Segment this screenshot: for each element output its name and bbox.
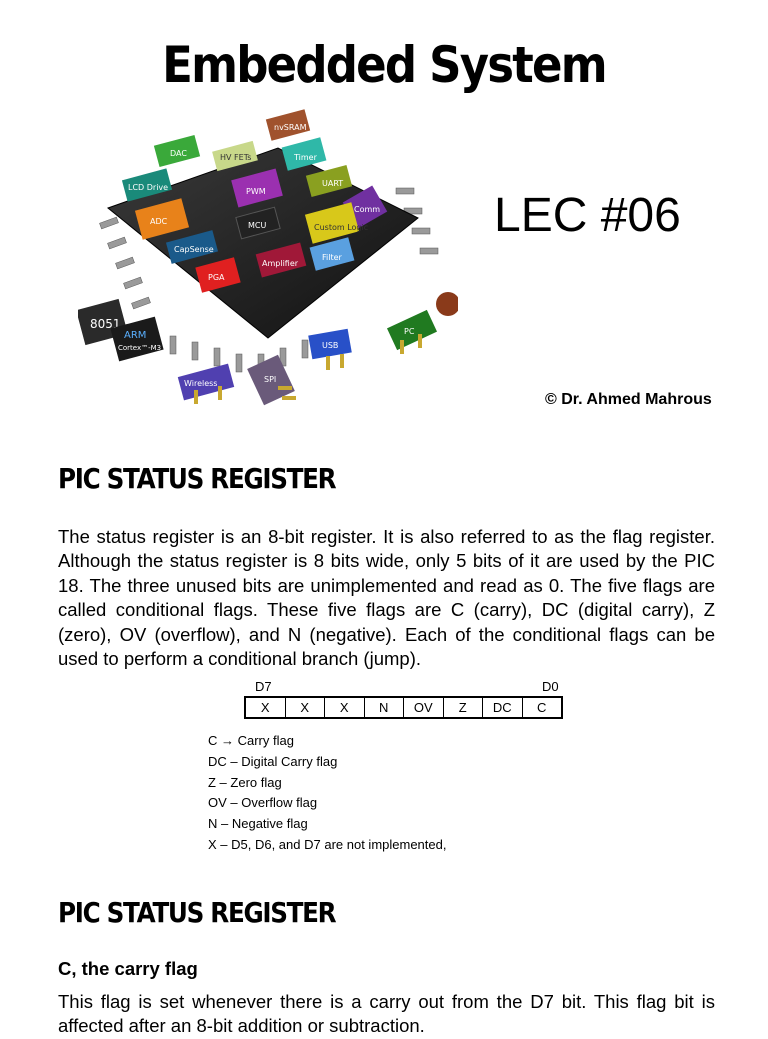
chip-label-lcd: LCD Drive bbox=[128, 183, 169, 192]
chip-label-pc: PC bbox=[404, 327, 415, 336]
page-title: Embedded System bbox=[162, 36, 606, 94]
chip-image bbox=[78, 108, 458, 408]
register-bit-d2: Z bbox=[444, 698, 484, 717]
register-bits bbox=[244, 696, 563, 719]
register-bit-d1: DC bbox=[483, 698, 523, 717]
legend-item: N – Negative flag bbox=[208, 816, 308, 832]
legend-item: DC – Digital Carry flag bbox=[208, 753, 338, 769]
register-bit-d5: X bbox=[325, 698, 365, 717]
legend-item: X – D5, D6, and D7 are not implemented, bbox=[208, 836, 447, 852]
register-bit-d0: C bbox=[537, 700, 547, 715]
chip-label-arm: ARM bbox=[124, 330, 147, 341]
lecture-number: LEC #06 bbox=[494, 189, 681, 242]
chip-label-filter: Filter bbox=[322, 253, 342, 262]
chip-label-spi: SPI bbox=[264, 375, 277, 384]
chip-label-wireless: Wireless bbox=[184, 379, 218, 388]
chip-label-adc: ADC bbox=[150, 217, 168, 226]
partial-module bbox=[436, 292, 458, 316]
register-bit-d6: X bbox=[286, 698, 326, 717]
legend-item: C → Carry flag bbox=[208, 733, 294, 748]
lsb-label: D0 bbox=[542, 679, 559, 694]
chip-label-ib: IB bbox=[82, 296, 92, 307]
section-paragraph: The status register is an 8-bit register. It is also referred to as the flag register. Although the status register is 8 bits wide, only 5 bits of it are used by the PIC 18. The three unused bits are unimplemented and read as 0. The five flags are called conditional flags. These five flags are C (carry), DC (digital carry), Z (zero), OV (overflow), and N (negative). Each of the conditional flags can be used to perform a conditional branch (jump). bbox=[58, 526, 715, 670]
chip-label-8051: 8051 bbox=[90, 317, 121, 331]
status-register-figure bbox=[195, 676, 585, 852]
chip-label-capsense: CapSense bbox=[174, 245, 214, 254]
chip-label-usb: USB bbox=[322, 341, 339, 350]
chip-label-timer: Timer bbox=[294, 153, 317, 162]
chip-label-mcu: MCU bbox=[248, 221, 267, 230]
chip-label-nvsram: nvSRAM bbox=[274, 123, 307, 132]
chip-label-cortex: Cortex™-M3 bbox=[118, 344, 162, 352]
chip-label-hvfets: HV FETs bbox=[220, 153, 252, 162]
legend-item: Z – Zero flag bbox=[208, 774, 282, 790]
section-heading: PIC STATUS REGISTER bbox=[58, 896, 336, 929]
register-bit-d3: OV bbox=[404, 698, 444, 717]
chip-label-uart: UART bbox=[322, 179, 344, 188]
copyright-notice: © Dr. Ahmed Mahrous bbox=[545, 391, 712, 408]
chip-illustration bbox=[78, 108, 458, 408]
chip-label-custom-logic: Custom Logic bbox=[314, 223, 369, 232]
chip-label-dac: DAC bbox=[170, 149, 187, 158]
flag-legend bbox=[208, 731, 446, 856]
register-bit-d4: N bbox=[365, 698, 405, 717]
legend-item: OV – Overflow flag bbox=[208, 795, 318, 811]
chip-label-amplifier: Amplifier bbox=[262, 259, 299, 268]
msb-label: D7 bbox=[255, 679, 272, 694]
chip-label-pga: PGA bbox=[208, 273, 225, 282]
subsection-heading: C, the carry flag bbox=[58, 958, 198, 979]
chip-label-comm: Comm bbox=[354, 205, 381, 214]
section-paragraph: This flag is set whenever there is a carry out from the D7 bit. This flag bit is affected after an 8-bit addition or subtraction. bbox=[58, 991, 715, 1037]
register-bit-d7: X bbox=[246, 698, 286, 717]
chip-label-pwm: PWM bbox=[246, 187, 266, 196]
section-heading: PIC STATUS REGISTER bbox=[58, 462, 336, 495]
